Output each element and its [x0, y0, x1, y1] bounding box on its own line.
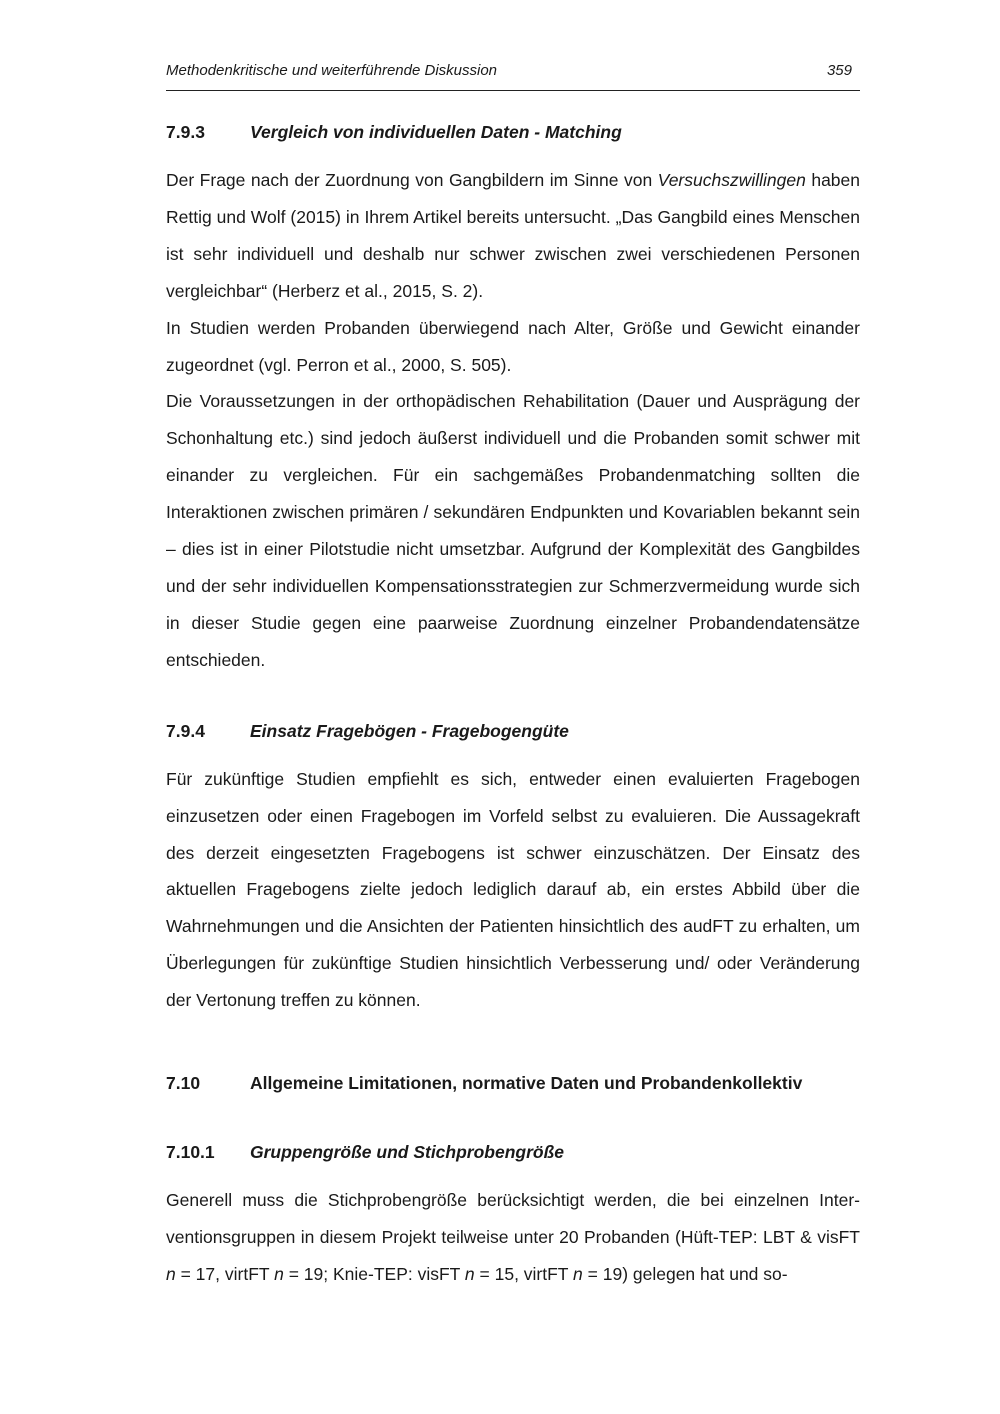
- running-title: Methodenkritische und weiterführende Diskussion: [166, 62, 498, 79]
- heading-number: 7.9.3: [166, 122, 205, 142]
- paragraph-matching-1: [166, 162, 860, 310]
- text-run-italic: n: [274, 1263, 284, 1284]
- heading-title: Einsatz Fragebögen - Fragebogengüte: [250, 720, 569, 741]
- heading-7-9-3: [166, 114, 860, 150]
- text-run: = 17, virtFT: [175, 1263, 275, 1284]
- text-run-italic: n: [573, 1263, 583, 1284]
- heading-number: 7.9.4: [166, 720, 205, 741]
- heading-7-10-1: [166, 1134, 860, 1170]
- text-run-italic: Versuchszwillingen: [657, 170, 806, 190]
- text-run: haben Rettig und Wolf (2015) in Ihrem Artikel bereits untersucht. „Das Gangbild eines Menschen ist sehr individuell und deshalb nur schwer zwischen zwei verschiedenen Personen vergleichbar“ (Herberz et al., 2015, S. 2).: [166, 170, 860, 301]
- heading-number: 7.10: [166, 1073, 201, 1094]
- text-run: = 19; Knie-TEP: visFT: [283, 1263, 465, 1284]
- text-run: Generell muss die Stichprobengröße berücksichtigt werden, die bei einzelnen Interventionsgruppen in diesem Projekt teilweise unter 20 Probanden (Hüft-TEP: LBT & visFT: [166, 1190, 860, 1247]
- heading-7-10: [166, 1065, 860, 1101]
- paragraph-fragebogen: Für zukünftige Studien empfiehlt es sich, entweder einen evaluierten Fragebogen einzusetzen oder einen Fragebogen im Vorfeld selbst zu evaluieren. Die Aussagekraft des derzeit eingesetzten Fragebogens ist schwer einzuschätzen. Der Einsatz des aktuellen Fragebogens zielte jedoch lediglich darauf ab, ein erstes Abbild über die Wahrnehmungen und die Ansichten der Patienten hinsichtlich des audFT zu erhalten, um Überlegungen für zukünftige Studien hinsichtlich Verbesserung und/ oder Veränderung der Vertonung treffen zu können.: [166, 768, 860, 1011]
- paragraph-stichprobe: [166, 1182, 860, 1293]
- paragraph-matching-3: Die Voraussetzungen in der orthopädischen Rehabilitation (Dauer und Ausprägung der Schonhaltung etc.) sind jedoch äußerst individuell und die Probanden somit schwer mit einander zu vergleichen. Für ein sachgemäßes Probandenmatching sollten die Interaktionen zwischen primären / sekundären Endpunkten und Kovariablen bekannt sein – dies ist in einer Pilotstudie nicht umsetzbar. Aufgrund der Komplexität des Gangbildes und der sehr individuellen Kompensationsstrategien zur Schmerzvermeidung wurde sich in dieser Studie gegen eine paarweise Zuordnung einzelner Probandendatensätze entschieden.: [166, 391, 860, 670]
- running-header: [166, 60, 860, 91]
- heading-title: Allgemeine Limitationen, normative Daten und Probandenkollektiv: [250, 1073, 803, 1094]
- page-number: 359: [826, 62, 852, 79]
- text-run: = 15, virtFT: [474, 1263, 574, 1284]
- heading-number: 7.10.1: [166, 1142, 215, 1163]
- text-run-italic: n: [166, 1263, 176, 1284]
- text-run: = 19) gelegen hat und so-: [582, 1263, 788, 1284]
- text-run: Der Frage nach der Zuordnung von Gangbildern im Sinne von: [166, 170, 658, 190]
- heading-title: Gruppengröße und Stichprobengröße: [250, 1142, 565, 1163]
- heading-title: Vergleich von individuellen Daten - Matching: [250, 122, 622, 142]
- paragraph-matching-2: In Studien werden Probanden überwiegend nach Alter, Größe und Gewicht einander zugeordnet (vgl. Perron et al., 2000, S. 505).: [166, 317, 860, 375]
- page-content: [166, 114, 860, 1293]
- heading-7-9-4: [166, 713, 860, 749]
- text-run-italic: n: [464, 1263, 475, 1284]
